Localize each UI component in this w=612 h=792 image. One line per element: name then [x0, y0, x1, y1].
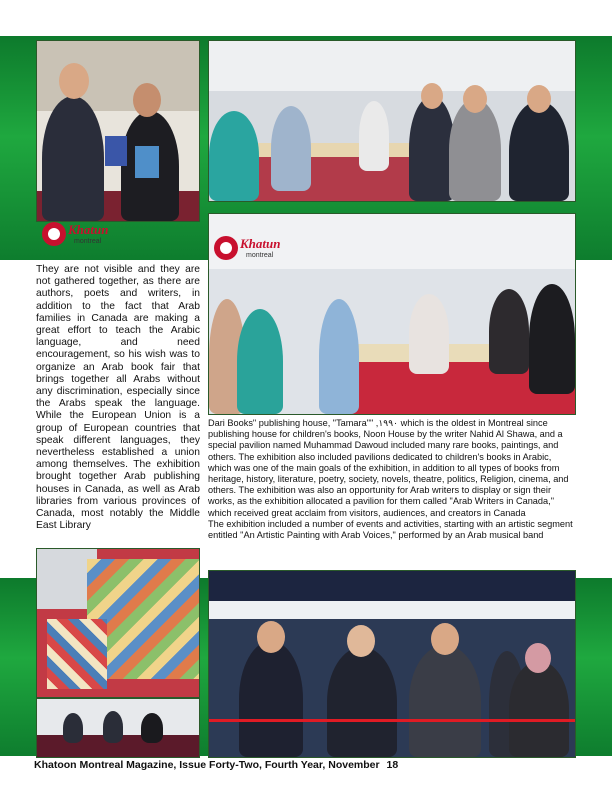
page-number: 18	[386, 759, 399, 771]
khatun-logo	[40, 218, 110, 250]
article-left-column: They are not visible and they are not gathered together, as there are authors, poets and writers, in addition to the fact that Arab families in Canada are making a great effort to teach the Arabic language, and need encouragement, so his wish was to organize an Arab book fair that brings together all Arabs without any discrimination, especially since the Arabs speak the language. While the European Union is a group of European countries that speak different languages, they nevertheless established a union among themselves. The exhibition brought together Arab publishing houses in Canada, as well as Arab libraries from various provinces of Canada, most notably the Middle East Library	[36, 264, 200, 532]
photo-couple-with-books	[36, 40, 200, 222]
photo-book-display	[36, 548, 200, 698]
photo-visitors-at-tables	[208, 40, 576, 202]
article-paragraph-1: Dari Books" publishing house, "Tamara"" ,١٩٩٠ which is the oldest in Montreal since publishing house for children's books, Noon House by the writer Nahid Al Shawa, and a special pavilion named Muhammad Dawoud included many rare books, paintings, and others. The exhibition also included pavilions dedicated to children's books in Arabic, which was one of the main goals of the exhibition, in addition to all types of books from heritage, history, literature, poetry, society, novels, theatre, politics, Religion, cinema, and others. The exhibition was also an opportunity for Arab writers to display or sign their works, as the exhibition allocated a pavilion for them called "Arab Writers in Canada," which received great acclaim from visitors, audiences, and creators in Canada	[208, 418, 569, 518]
logo-text: Khatun	[240, 236, 281, 251]
photo-ribbon-cutting	[208, 570, 576, 758]
article-right-column	[208, 418, 576, 541]
logo-subtext: montreal	[74, 238, 102, 245]
red-ribbon	[209, 719, 575, 722]
page-footer	[34, 759, 398, 771]
logo-subtext: montreal	[246, 252, 274, 259]
photo-panel-discussion	[36, 698, 200, 758]
magazine-credit: Khatoon Montreal Magazine, Issue Forty-Two, Fourth Year, November	[34, 759, 380, 771]
logo-text: Khatun	[68, 222, 109, 237]
khatun-logo-overlay	[212, 232, 282, 264]
article-paragraph-2: The exhibition included a number of events and activities, starting with an artistic segment entitled "An Artistic Painting with Arab Voices," performed by an Arab musical band	[208, 518, 573, 541]
